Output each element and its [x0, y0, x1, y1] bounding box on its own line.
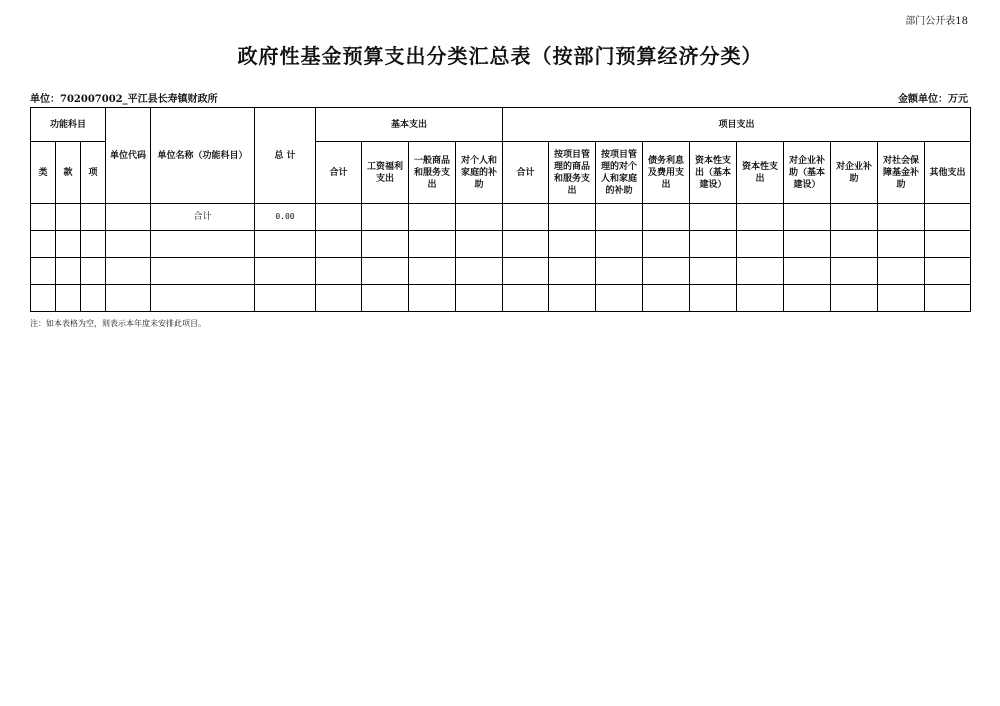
- total-row-value: 0.00: [255, 204, 316, 231]
- budget-table: [30, 107, 971, 312]
- table-cell: [56, 204, 81, 231]
- header-project-col: 对企业补助: [831, 142, 878, 204]
- total-row-label: 合计: [151, 204, 255, 231]
- header-total: 总 计: [255, 108, 316, 204]
- header-xiang: 项: [81, 142, 106, 204]
- table-cell: [925, 204, 971, 231]
- header-project-col: 合计: [503, 142, 549, 204]
- table-cell: [878, 204, 925, 231]
- header-project-col: 对社会保障基金补助: [878, 142, 925, 204]
- table-row: [31, 231, 971, 258]
- table-cell: [643, 204, 690, 231]
- table-cell: [503, 204, 549, 231]
- header-basic-group: 基本支出: [316, 108, 503, 142]
- header-project-col: 其他支出: [925, 142, 971, 204]
- header-lei: 类: [31, 142, 56, 204]
- table-cell: [784, 204, 831, 231]
- table-cell: [31, 204, 56, 231]
- header-project-col: 债务利息及费用支出: [643, 142, 690, 204]
- header-kuan: 款: [56, 142, 81, 204]
- header-basic-col: 一般商品和服务支出: [409, 142, 456, 204]
- header-project-col: 按项目管理的商品和服务支出: [549, 142, 596, 204]
- table-cell: [409, 204, 456, 231]
- header-unit-name: 单位名称（功能科目）: [151, 108, 255, 204]
- header-functional-group: 功能科目: [31, 108, 106, 142]
- header-basic-col: 工资福利支出: [362, 142, 409, 204]
- header-project-group: 项目支出: [503, 108, 971, 142]
- header-basic-col: 合计: [316, 142, 362, 204]
- table-cell: [81, 204, 106, 231]
- table-cell: [690, 204, 737, 231]
- table-cell: [106, 204, 151, 231]
- table-cell: [362, 204, 409, 231]
- header-project-col: 资本性支出: [737, 142, 784, 204]
- page-title: 政府性基金预算支出分类汇总表（按部门预算经济分类）: [237, 44, 763, 68]
- header-unit-code: 单位代码: [106, 108, 151, 204]
- footnote: 注：如本表格为空，则表示本年度未安排此项目。: [30, 319, 206, 328]
- form-code: 部门公开表18: [905, 16, 968, 27]
- table-row-total: [31, 204, 971, 231]
- header-basic-col: 对个人和家庭的补助: [456, 142, 503, 204]
- table-cell: [737, 204, 784, 231]
- table-row: [31, 285, 971, 312]
- unit-label: 单位：702007002_平江县长寿镇财政所: [30, 94, 218, 105]
- table-cell: [831, 204, 878, 231]
- table-cell: [549, 204, 596, 231]
- amount-unit-label: 金额单位：万元: [898, 94, 968, 105]
- table-row: [31, 258, 971, 285]
- table-cell: [316, 204, 362, 231]
- header-project-col: 资本性支出（基本建设）: [690, 142, 737, 204]
- table-cell: [596, 204, 643, 231]
- header-project-col: 按项目管理的对个人和家庭的补助: [596, 142, 643, 204]
- header-project-col: 对企业补助（基本建设）: [784, 142, 831, 204]
- table-cell: [456, 204, 503, 231]
